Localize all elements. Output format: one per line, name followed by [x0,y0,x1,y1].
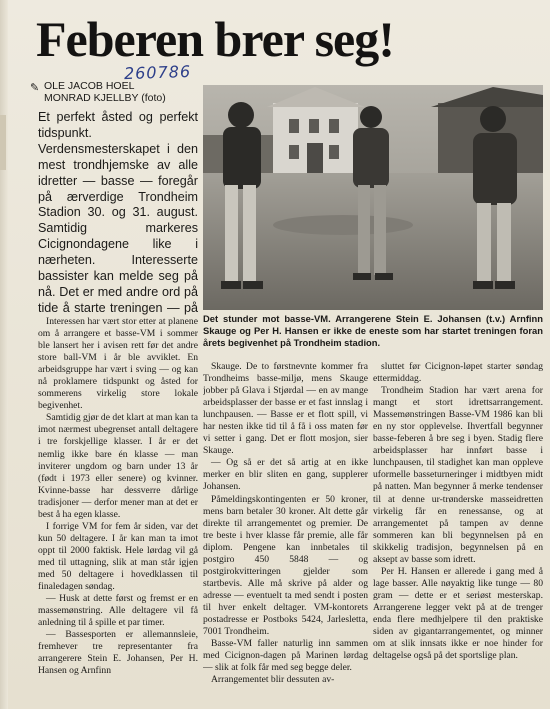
paragraph: sluttet før Cicignon-løpet starter søndag ettermiddag. [373,361,543,385]
paragraph: — Husk at dette først og fremst er en massemønstring. Alle deltagere vil få anledning til å spille et par timer. [38,593,198,629]
paragraph: Samtidig gjør de det klart at man kan ta imot nærmest ubegrenset antall deltagere i tre forskjellige klasser. I år er det nemlig ikke bare én klasse — man inviterer ungdom og barn under 13 år (født i 1973 eller senere) og kvinner. Kvinne-basse har dessverre dårlige tradisjoner — derfor mener man at det er best å ha egen klasse. [38,412,198,520]
tape-mark [0,115,6,170]
handwritten-date: 260786 [123,61,192,84]
photo-illustration [203,85,543,310]
article-column-1 [38,316,198,706]
camera-icon: ✎ [30,81,40,94]
byline-photographer [44,92,204,104]
intro-paragraph: Et perfekt åsted og perfekt tidspunkt. Verdensmesterskapet i den mest trondhjemske av alle idretter — basse — foregår på ærverdige Trondheim Stadion 30. og 31. august. Samtidig markeres Cicignondagene like i nærheten. Interesserte bassister kan melde seg på nå. Det er med andre ord på tide å starte treningen — på [38,110,198,315]
article-photo [203,85,543,310]
paragraph: — Bassesporten er allemannsleie, fremhever tre representanter fra arrangerere Stein E. Johansen, Per H. Hansen og Arnfinn [38,629,198,677]
paragraph: Skauge. De to førstnevnte kommer fra Trondheims basse-miljø, mens Skauge jobber på Glava i Stjørdal — en av mange arbeidsplasser der basse er et fast innslag i lunchpausen. — Basse er et flott spill, vi har nesten ikke tid til å få i oss maten før vi setter i gang. Det er flott mosjon, sier Skauge. [203,361,368,457]
paragraph: Trondheim Stadion har vært arena for mangt et stort idrettsarrangement. Massemønstringen Basse-VM 1986 kan bli en ny stor opplevelse. Ihvertfall begynner basse-feberen å bre seg i byen. Stadig flere arbeidsplasser har innført basse i lunchpausen, til stadighet kan man oppleve uformelle basseturneringer i midtbyen midt på natten. Man begynner å merke tendenser til at denne ur-trønderske masseidretten virkelig får en renessanse, og at arrangementet på tampen av denne sommeren kan bli begynnelsen på en skikkelig tradisjon, begynnelsen på en aksept av basse som idrett. [373,385,543,565]
article-column-3 [373,361,543,706]
clipping-left-edge [0,0,8,709]
byline-author: OLE JACOB HOEL [44,80,135,92]
paragraph: Påmeldingskontingenten er 50 kroner, mens barn betaler 30 kroner. Alt dette går direkte til arrangementet og premier. De tre beste i hver klasse får premie, alle får diplom. Pengene kan innbetales til postgiro 450 5848 — og postgirokvitteringen gjelder som startbevis. Alle må skrive på alder og adresse — eventuelt ta med sendt i posten til hver enkelt deltager. VM-kontorets postadresse er Postboks 5424, Jarlesletta, 7001 Trondheim. [203,493,368,638]
article-column-2 [203,361,368,706]
photo-caption: Det stunder mot basse-VM. Arrangerene Stein E. Johansen (t.v.) Arnfinn Skauge og Per H. Hansen er ikke de eneste som har startet treningen foran årets begivenhet på Trondheim stadion. [203,313,543,349]
byline-photographer-suffix: (foto) [141,92,166,104]
paragraph: — Og så er det så artig at en ikke merker en blir sliten en gang, supplerer Johansen. [203,457,368,493]
headline: Feberen brer seg! [36,11,394,67]
paragraph: Basse-VM faller naturlig inn sammen med Cicignon-dagen på Marinen lørdag — slik at folk får med seg begge deler. [203,638,368,674]
paragraph: Interessen har vært stor etter at planene om å arrangere et basse-VM i sommer ble lansert her i avisen rett før det andre store ball-VM i år ble avviklet. En arbeidsgruppe har vært i sving — og kan nå proklamere tidspunkt og åsted for sommerens virkelig store lokale begivenhet. [38,316,198,412]
byline-photographer-name: MONRAD KJELLBY [44,92,139,104]
byline [44,80,204,104]
paragraph: Per H. Hansen er allerede i gang med å lage basser. Alle nøyaktig like tunge — 80 gram — dette er et seriøst mesterskap. Arrangerene legger vekt på at de trenger enda flere medhjelpere til den praktiske siden av gigantarrangementet, og minner om at slik innsats ikke er noe hinder for deltagelse også på det sportslige plan. [373,565,543,662]
paragraph: I forrige VM for fem år siden, var det kun 50 deltagere. I år kan man ta imot oppt til 2000 faktisk. Hele lørdag vil gå med til uttagning, slik at man står igjen med 50 deltagere i hovedklassen til finaledagen søndag. [38,520,198,593]
paragraph: Arrangementet blir dessuten av- [211,674,335,686]
